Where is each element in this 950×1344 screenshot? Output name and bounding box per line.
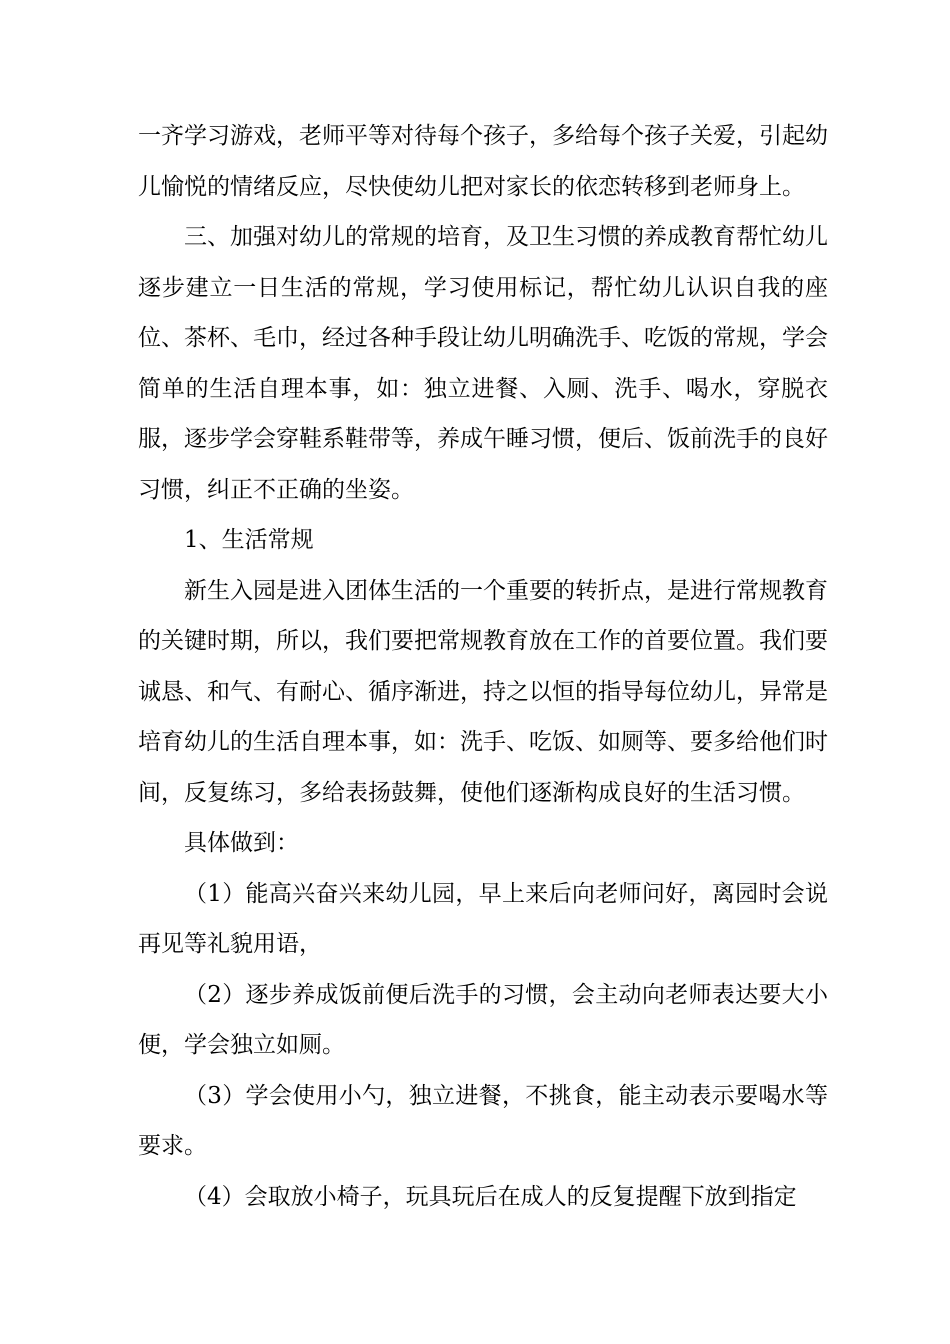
document-page [138,111,828,1222]
paragraph-new-students: 新生入园是进入团体生活的一个重要的转折点，是进行常规教育的关键时期，所以，我们要把常规教育放在工作的首要位置。我们要诚恳、和气、有耐心、循序渐进，持之以恒的指导每位幼儿，异常是培育幼儿的生活自理本事，如：洗手、吃饭、如厕等、要多给他们时间，反复练习，多给表扬鼓舞，使他们逐渐构成良好的生活习惯。 [138,577,828,806]
paragraph-specifics-intro: 具体做到： [184,830,299,856]
paragraph-section-three: 三、加强对幼儿的常规的培育，及卫生习惯的养成教育帮忙幼儿逐步建立一日生活的常规，学习使用标记，帮忙幼儿认识自我的座位、茶杯、毛巾，经过各种手段让幼儿明确洗手、吃饭的常规，学会简单的生活自理本事，如：独立进餐、入厕、洗手、喝水，穿脱衣服，逐步学会穿鞋系鞋带等，养成午睡习惯，便后、饭前洗手的良好习惯，纠正不正确的坐姿。 [138,224,828,503]
subheading-life-routine: 1、生活常规 [184,527,314,553]
list-item-1: （1）能高兴奋兴来幼儿园，早上来后向老师问好，离园时会说再见等礼貌用语， [138,880,828,957]
paragraph-continuation: 一齐学习游戏，老师平等对待每个孩子，多给每个孩子关爱，引起幼儿愉悦的情绪反应，尽快使幼儿把对家长的依恋转移到老师身上。 [138,123,828,200]
list-item-3: （3）学会使用小勺，独立进餐，不挑食，能主动表示要喝水等要求。 [138,1082,828,1159]
list-item-4: （4）会取放小椅子，玩具玩后在成人的反复提醒下放到指定 [184,1183,797,1210]
list-item-2: （2）逐步养成饭前便后洗手的习惯，会主动向老师表达要大小便，学会独立如厕。 [138,981,828,1058]
